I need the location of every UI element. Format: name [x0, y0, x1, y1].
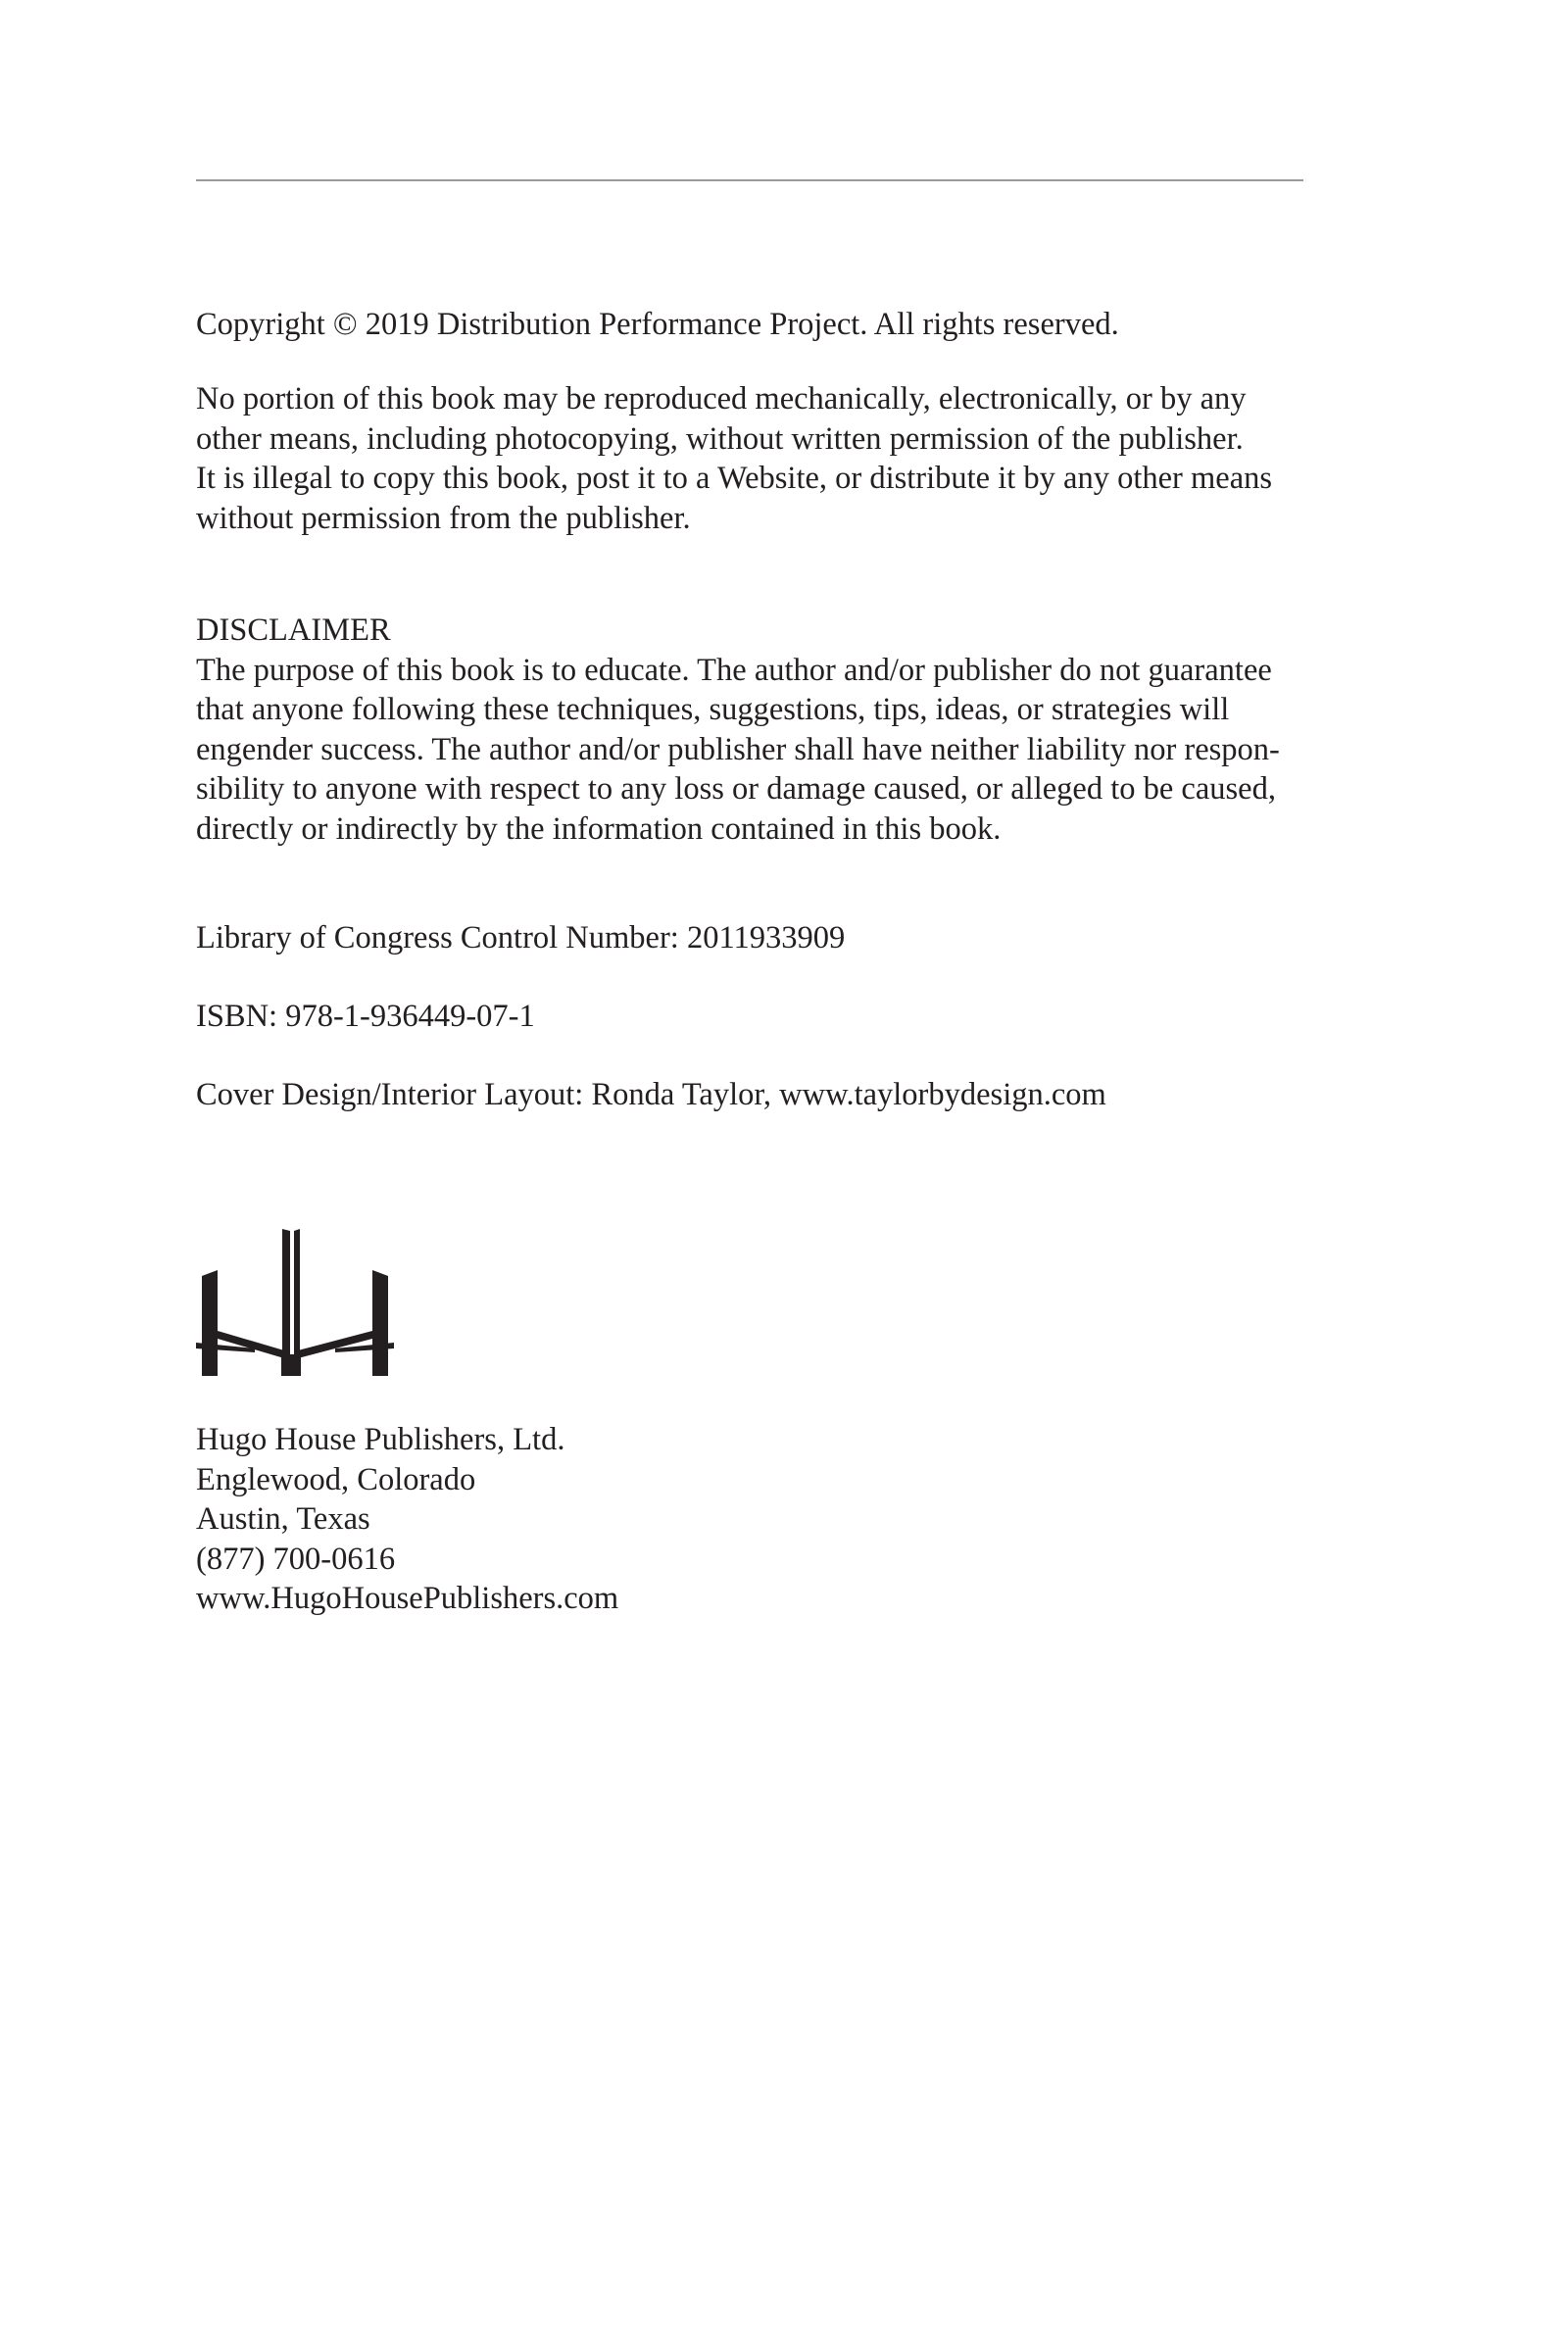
- publisher-name: Hugo House Publishers, Ltd.: [196, 1422, 565, 1457]
- disclaimer-section: [196, 611, 1303, 849]
- lccn-line: Library of Congress Control Number: 2011933909: [196, 920, 846, 956]
- reproduction-notice-line: other means, including photocopying, without written permission of the publisher.: [196, 420, 1244, 457]
- publisher-phone: (877) 700-0616: [196, 1541, 396, 1577]
- isbn-line: ISBN: 978-1-936449-07-1: [196, 999, 535, 1034]
- header-rule: [196, 179, 1303, 181]
- disclaimer-line: engender success. The author and/or publisher shall have neither liability nor respon-: [196, 731, 1280, 767]
- publisher-website: www.HugoHousePublishers.com: [196, 1581, 619, 1616]
- disclaimer-line: The purpose of this book is to educate. The author and/or publisher do not guarantee: [196, 652, 1272, 688]
- reproduction-notice-line: No portion of this book may be reproduced mechanically, electronically, or by any: [196, 381, 1247, 416]
- reproduction-notice: [196, 379, 1303, 538]
- reproduction-notice-line: without permission from the publisher.: [196, 500, 691, 536]
- reproduction-notice-line: It is illegal to copy this book, post it to a Website, or distribute it by any other means: [196, 461, 1273, 496]
- publisher-city: Englewood, Colorado: [196, 1461, 476, 1497]
- disclaimer-line: directly or indirectly by the information contained in this book.: [196, 810, 1002, 847]
- publisher-city: Austin, Texas: [196, 1501, 370, 1537]
- disclaimer-line: that anyone following these techniques, suggestions, tips, ideas, or strategies will: [196, 692, 1230, 727]
- credits-line: Cover Design/Interior Layout: Ronda Taylor, www.taylorbydesign.com: [196, 1077, 1106, 1112]
- publisher-block: [196, 1420, 1303, 1619]
- disclaimer-heading: DISCLAIMER: [196, 612, 391, 648]
- copyright-line: Copyright © 2019 Distribution Performance Project. All rights reserved.: [196, 307, 1119, 342]
- hugo-house-logo-icon: [194, 1229, 396, 1378]
- disclaimer-line: sibility to anyone with respect to any loss or damage caused, or alleged to be caused,: [196, 771, 1276, 807]
